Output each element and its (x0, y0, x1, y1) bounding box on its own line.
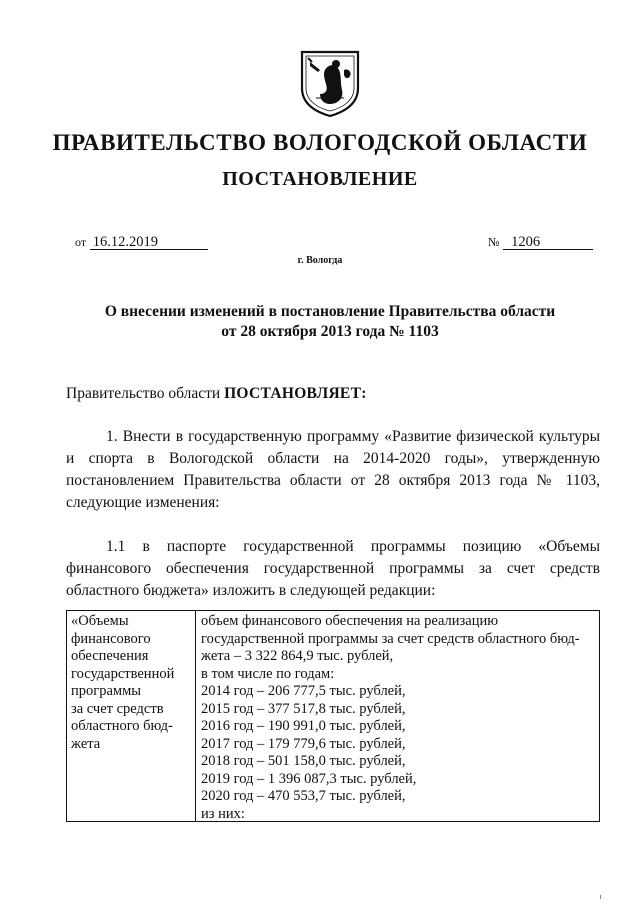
number-value: 1206 (503, 235, 593, 250)
label-line: областного бюд- (71, 718, 173, 734)
label-line: финансового (71, 630, 151, 647)
value-line: объем финансового обеспечения на реализацию (201, 613, 499, 629)
resolve-statement (66, 383, 367, 405)
resolve-keyword: ПОСТАНОВЛЯЕТ: (224, 385, 367, 402)
city-label: г. Вологда (297, 255, 343, 266)
document-subject (0, 302, 640, 342)
organization-title: ПРАВИТЕЛЬСТВО ВОЛОГОДСКОЙ ОБЛАСТИ (52, 130, 588, 155)
funding-table-value-cell (201, 613, 595, 823)
value-line: 2018 год – 501 158,0 тыс. рублей, (201, 753, 406, 769)
label-line: за счет средств (71, 700, 164, 717)
document-type-title: ПОСТАНОВЛЕНИЕ (222, 168, 418, 190)
value-line: государственной программы за счет средств областного бюд- (201, 630, 580, 647)
funding-table (66, 610, 600, 822)
value-line: 2015 год – 377 517,8 тыс. рублей, (201, 700, 406, 717)
vologda-coat-of-arms-icon (298, 48, 362, 118)
label-line: жета (71, 735, 101, 752)
subject-line-2: от 28 октября 2013 года № 1103 (221, 323, 439, 340)
value-line: жета – 3 322 864,9 тыс. рублей, (201, 648, 394, 664)
value-line: 2020 год – 470 553,7 тыс. рублей, (201, 788, 406, 804)
value-line: 2016 год – 190 991,0 тыс. рублей, (201, 718, 406, 734)
label-line: программы (71, 683, 141, 699)
resolve-prefix: Правительство области (66, 385, 225, 402)
value-line: из них: (201, 805, 245, 822)
document-number (488, 234, 593, 251)
scan-mark (600, 895, 601, 899)
document-date (75, 234, 208, 251)
table-column-divider (195, 611, 196, 821)
paragraph-1: 1. Внести в государственную программу «Развитие физической культуры и спорта в Вологодской области на 2014-2020 годы», утвержденную постановлением Правительства области от 28 октября 2013 года № 1103, следующие изменения: (66, 428, 600, 511)
value-line: 2019 год – 1 396 087,3 тыс. рублей, (201, 770, 417, 787)
date-value: 16.12.2019 (90, 235, 208, 250)
label-line: «Объемы (71, 613, 129, 629)
paragraph-1-1: 1.1 в паспорте государственной программы позицию «Объемы финансового обеспечения государственной программы за счет средств областного бюджета» изложить в следующей редакции: (66, 538, 600, 599)
value-line: в том числе по годам: (201, 665, 335, 682)
value-line: 2014 год – 206 777,5 тыс. рублей, (201, 683, 406, 699)
label-line: обеспечения (71, 648, 149, 664)
date-prefix: от (75, 235, 87, 249)
number-prefix: № (488, 235, 500, 249)
funding-table-label-cell (71, 613, 193, 753)
value-line: 2017 год – 179 779,6 тыс. рублей, (201, 735, 406, 752)
label-line: государственной (71, 665, 175, 682)
subject-line-1: О внесении изменений в постановление Правительства области (104, 303, 556, 320)
